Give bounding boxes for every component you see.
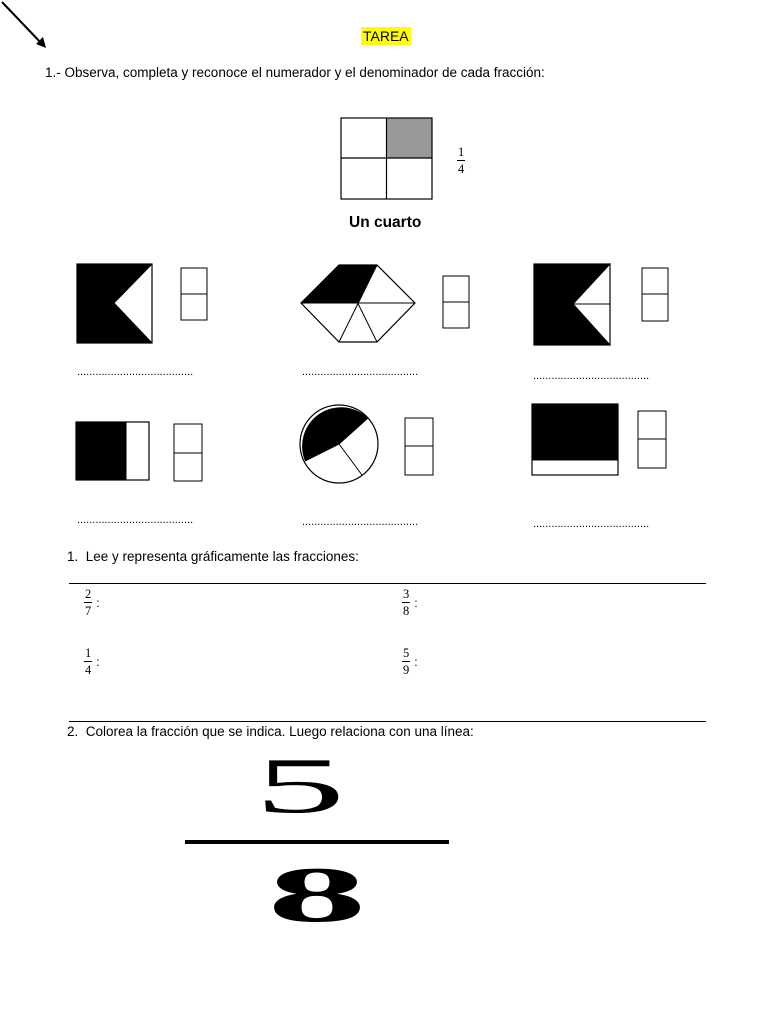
example-caption: Un cuarto [349,214,422,231]
figure-hexagon [299,263,417,345]
figure-rectangle-split [75,421,152,482]
figure-square-notch-divided [533,263,613,347]
big-fraction-denominator: 8 [267,850,367,939]
instruction-2-number: 1. [67,549,79,564]
fraction-denominator: 4 [85,663,92,677]
example-fraction [457,145,465,176]
example-numerator: 1 [458,145,465,159]
divider-line [69,721,706,722]
fraction-colon: : [414,595,418,610]
figure-square-notch [76,263,154,345]
fraction-item [402,646,418,677]
fraction-numerator: 3 [403,587,410,601]
answer-line[interactable]: ...................................... [302,366,419,378]
answer-line[interactable]: ...................................... [302,516,419,528]
fraction-box[interactable] [442,275,471,330]
instruction-1: 1.- Observa, completa y reconoce el numerador y el denominador de cada fracción: [45,65,545,80]
fraction-numerator: 1 [85,646,92,660]
fraction-box[interactable] [180,267,209,322]
example-square-figure [340,117,434,201]
page-title: TAREA [363,28,409,44]
divider-line [69,583,706,584]
big-fraction-bar [185,840,449,844]
fraction-item [84,587,100,618]
fraction-denominator: 9 [403,663,410,677]
instruction-2-text: Lee y representa gráficamente las fracciones: [85,549,359,564]
instruction-3-text: Colorea la fracción que se indica. Luego relaciona con una línea: [85,724,474,739]
fraction-numerator: 2 [85,587,92,601]
fraction-denominator: 8 [403,604,410,618]
fraction-item [84,646,100,677]
figure-circle [298,403,380,485]
fraction-item [402,587,418,618]
instruction-2 [67,548,359,566]
answer-line[interactable]: ...................................... [77,514,194,526]
fraction-box[interactable] [641,267,670,323]
fraction-numerator: 5 [403,646,410,660]
answer-line[interactable]: ...................................... [77,366,194,378]
fraction-box[interactable] [637,410,668,470]
corner-arrow-icon [0,0,50,52]
answer-line[interactable]: ...................................... [533,518,650,530]
fraction-denominator: 7 [85,604,92,618]
instruction-3-number: 2. [67,724,79,739]
fraction-colon: : [414,654,418,669]
example-denominator: 4 [458,162,465,176]
fraction-colon: : [96,654,100,669]
answer-line[interactable]: ...................................... [533,370,650,382]
figure-rectangle-top [531,403,620,477]
fraction-colon: : [96,595,100,610]
fraction-box[interactable] [173,423,204,483]
big-fraction-numerator: 5 [254,741,346,830]
fraction-box[interactable] [404,417,435,477]
instruction-3 [67,723,474,741]
